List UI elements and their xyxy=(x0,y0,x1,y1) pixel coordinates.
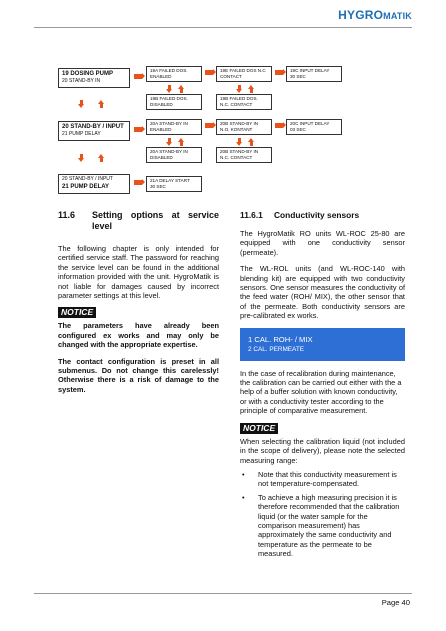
arrow-right-icon xyxy=(134,180,142,185)
arrow-down-icon xyxy=(166,85,172,93)
menu-box-20c: 20C INPUT DELAY 03 SEC xyxy=(286,119,342,135)
arrow-up-icon xyxy=(248,85,254,93)
arrow-right-icon xyxy=(275,123,283,128)
notice-label: NOTICE xyxy=(240,423,278,434)
section-heading: 11.6 Setting options at service level xyxy=(58,210,219,231)
menu-box-20: 20 STAND-BY / INPUT 21 PUMP DELAY xyxy=(58,121,130,141)
contact-warning: The contact configuration is preset in all submenus. Do not change this carelessly! Otherwise there is a risk of damage to the system. xyxy=(58,356,219,394)
notice-text: The parameters have already been configured ex works and may only be changed with the appropriate expertise. xyxy=(58,321,219,350)
arrow-right-icon xyxy=(275,70,283,75)
calibration-note: When selecting the calibration liquid (not included in the scope of delivery), please note the selected measuring range: xyxy=(240,436,405,465)
arrow-down-icon xyxy=(166,138,172,146)
menu-box-19b: 19B FAILED DOS. DISABLED xyxy=(146,94,202,110)
menu-box-19c: 19C INPUT DELAY 30 SEC xyxy=(286,66,342,82)
arrow-right-icon xyxy=(205,70,213,75)
list-item: • Note that this conductivity measurement is not temperature-compensated. xyxy=(242,469,397,489)
arrow-down-icon xyxy=(78,100,84,108)
page-number: Page 40 xyxy=(381,598,410,607)
roc-paragraph: The HygroMatik RO units WL-ROC 25-80 are equipped with one conductivity sensor (permeate). xyxy=(240,229,405,257)
arrow-up-icon xyxy=(98,154,104,162)
menu-box-19f: 19B FAILED DOS. N.C. CONTACT xyxy=(216,94,272,110)
arrow-up-icon xyxy=(178,138,184,146)
hygromatik-logo: HYGROMATIK xyxy=(338,8,412,22)
arrow-up-icon xyxy=(248,138,254,146)
menu-box-20b-no: 20B STAND-BY IN N.O. KONTANT xyxy=(216,119,272,135)
menu-box-20b-nc: 20B STAND-BY IN N.C. CONTACT xyxy=(216,147,272,163)
display-line-2: 2 CAL. PERMEATE xyxy=(248,345,304,353)
menu-box-19e: 19E FAILED DOS N.C CONTACT xyxy=(216,66,272,82)
arrow-up-icon xyxy=(98,100,104,108)
arrow-right-icon xyxy=(205,123,213,128)
left-column xyxy=(58,210,219,401)
arrow-right-icon xyxy=(134,74,142,79)
arrow-right-icon xyxy=(134,127,142,132)
notice-label: NOTICE xyxy=(58,307,96,318)
menu-box-21a: 21A DELAY START 30 SEC xyxy=(146,176,202,192)
menu-box-19a: 19A FAILED DOS. ENABLED xyxy=(146,66,202,82)
menu-box-21: 20 STAND-BY / INPUT 21 PUMP DELAY xyxy=(58,174,130,194)
arrow-down-icon xyxy=(236,85,242,93)
subsection-heading: 11.6.1 Conductivity sensors xyxy=(240,210,360,220)
header-rule xyxy=(34,27,412,28)
arrow-down-icon xyxy=(236,138,242,146)
display-line-1: 1 CAL. ROH- / MIX xyxy=(248,334,313,344)
arrow-down-icon xyxy=(78,154,84,162)
menu-box-20a-disabled: 20A STAND-BY IN DISABLED xyxy=(146,147,202,163)
display-panel xyxy=(240,328,405,361)
menu-box-19: 19 DOSING PUMP 20 STAND-BY IN xyxy=(58,68,130,88)
list-item: • To achieve a high measuring precision it is therefore recommended that the calibration liquid (or the water sample for the comparison measurement) has approximately the same conductivity and temperature as the permeate to be measured. xyxy=(242,492,400,559)
footer-rule xyxy=(34,593,412,594)
recalibration-paragraph: In the case of recalibration during maintenance, the calibration can be carried out either with the a help of a buffer solution with known conductivity, or with a conductivity tester according to the principle of comparative measurement. xyxy=(240,368,402,416)
right-column xyxy=(240,210,405,563)
rol-paragraph: The WL-ROL units (and WL-ROC-140 with blending kit) are equipped with two conductivity sensors. One sensor measures the conductivity of the feed water (ROH/ MIX), the other sensor that of the permeate. Both conductivity sensors are pre-calibrated ex works. xyxy=(240,264,405,321)
menu-box-20a: 20A STAND-BY IN ENABLED xyxy=(146,119,202,135)
intro-paragraph: The following chapter is only intended for certified service staff. The password for reaching the service level can be found in the additional information provided with the unit. HygroMatik is not liable for damages caused by incorrect parameter settings at this level. xyxy=(58,244,219,301)
arrow-up-icon xyxy=(178,85,184,93)
